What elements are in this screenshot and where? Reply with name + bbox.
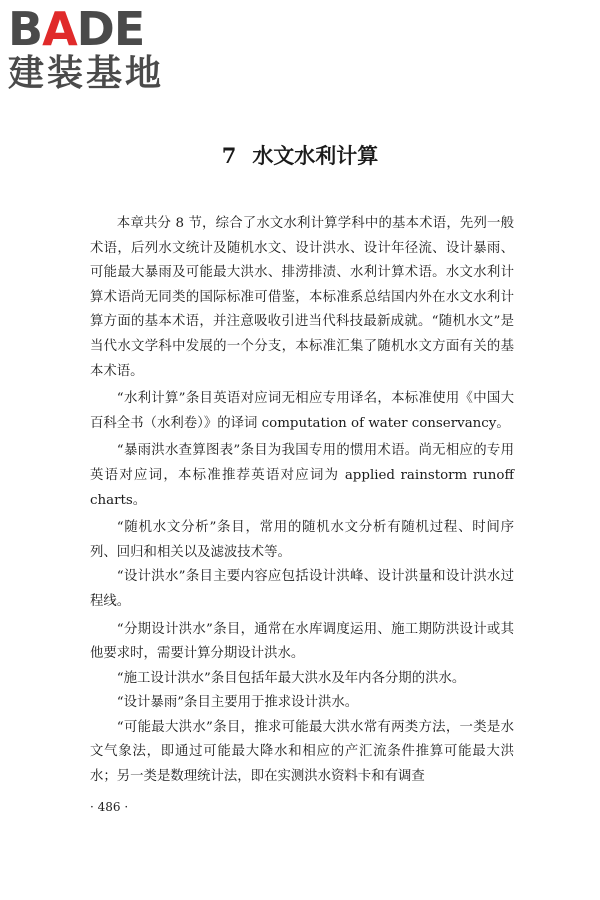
paragraph: “设计暴雨”条目主要用于推求设计洪水。	[116, 695, 359, 711]
body-text	[90, 212, 514, 790]
chapter-heading	[0, 140, 600, 170]
paragraph: “施工设计洪水”条目包括年最大洪水及年内各分期的洪水。	[116, 670, 466, 686]
paragraph: “水利计算”条目英语对应词无相应专用译名，本标准使用《中国大百科全书（水利卷）》的译词 computation of water conservancy。	[90, 391, 514, 431]
paragraph: “分期设计洪水”条目，通常在水库调度运用、施工期防洪设计或其他要求时，需要计算分期设计洪水。	[90, 621, 514, 662]
paragraph: “设计洪水”条目主要内容应包括设计洪峰、设计洪量和设计洪水过程线。	[90, 569, 514, 609]
chapter-number: 7	[221, 143, 237, 168]
paragraph: “可能最大洪水”条目，推求可能最大洪水常有两类方法，一类是水文气象法，即通过可能最大降水和相应的产汇流条件推算可能最大洪水；另一类是数理统计法，即在实测洪水资料卡和有调查	[90, 719, 514, 785]
logo-chinese-name: 建装基地	[8, 53, 165, 94]
page-number: · 486 ·	[90, 800, 129, 814]
paragraph: “随机水文分析”条目，常用的随机水文分析有随机过程、时间序列、回归和相关以及滤波技术等。	[90, 520, 514, 560]
paragraph: 本章共分 8 节，综合了水文水利计算学科中的基本术语，先列一般术语，后列水文统计及随机水文、设计洪水、设计年径流、设计暴雨、可能最大暴雨及可能最大洪水、排涝排渍、水利计算术语。水文水利计算术语尚无同类的国际标准可借鉴，本标准系总结国内外在水文水利计算方面的基本术语，并注意吸收引进当代科技最新成就。“随机水文”是当代水文学科中发展的一个分支，本标准汇集了随机水文方面有关的基本术语。	[90, 216, 514, 379]
logo	[8, 4, 178, 94]
logo-wordmark: BADE	[8, 2, 145, 56]
paragraph: “暴雨洪水查算图表”条目为我国专用的惯用术语。尚无相应的专用英语对应词，本标准推荐英语对应词为 applied rainstorm runoff charts。	[90, 443, 514, 508]
chapter-title: 水文水利计算	[252, 143, 379, 168]
